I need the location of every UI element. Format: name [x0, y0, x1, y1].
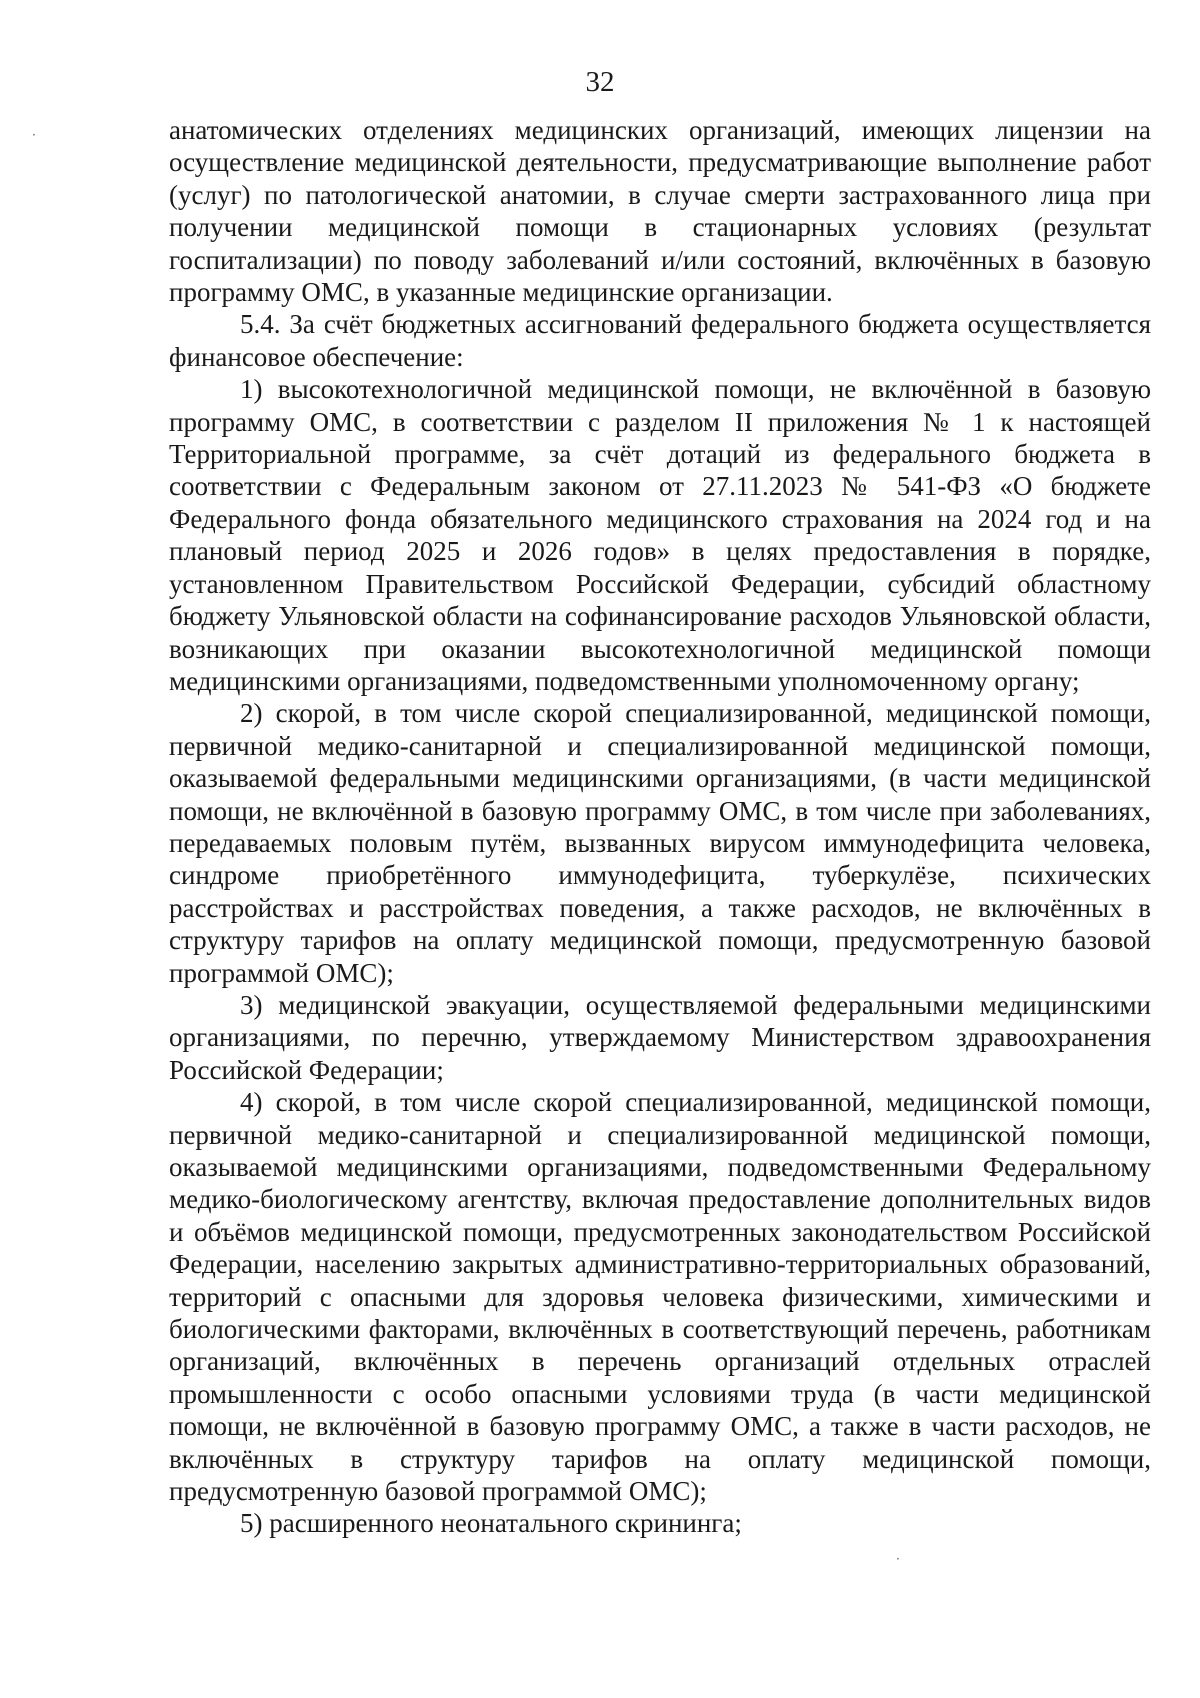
paragraph-item-3: 3) медицинской эвакуации, осуществляемой федеральными медицинскими организациями, по перечню, утверждаемому Министерством здравоохранения Российской Федерации; [169, 989, 1151, 1085]
paragraph-continuation: анатомических отделениях медицинских организаций, имеющих лицензии на осуществление медицинской деятельности, предусматривающие выполнение работ (услуг) по патологической анатомии, в случае смерти застрахованного лица при получении медицинской помощи в стационарных условиях (результат госпитализации) по поводу заболеваний и/или состояний, включённых в базовую программу ОМС, в указанные медицинские организации. [169, 115, 1151, 308]
paragraph-item-4: 4) скорой, в том числе скорой специализированной, медицинской помощи, первичной медико-санитарной и специализированной медицинской помощи, оказываемой медицинскими организациями, подведомственными Федеральному медико-биологическому агентству, включая предоставление дополнительных видов и объёмов медицинской помощи, предусмотренных законодательством Российской Федерации, населению закрытых административно-территориальных образований, территорий с опасными для здоровья человека физическими, химическими и биологическими факторами, включённых в соответствующий перечень, работникам организаций, включённых в перечень организаций отдельных отраслей промышленности с особо опасными условиями труда (в части медицинской помощи, не включённой в базовую программу ОМС, а также в части расходов, не включённых в структуру тарифов на оплату медицинской помощи, предусмотренную базовой программой ОМС); [169, 1087, 1151, 1507]
document-body [169, 114, 1151, 1540]
page-number: 32 [585, 66, 615, 98]
scan-speck-mark: · [896, 1552, 900, 1566]
paragraph-item-2: 2) скорой, в том числе скорой специализированной, медицинской помощи, первичной медико-санитарной и специализированной медицинской помощи, оказываемой федеральными медицинскими организациями, (в части медицинской помощи, не включённой в базовую программу ОМС, в том числе при заболеваниях, передаваемых половым путём, вызванных вирусом иммунодефицита человека, синдроме приобретённого иммунодефицита, туберкулёзе, психических расстройствах и расстройствах поведения, а также расходов, не включённых в структуру тарифов на оплату медицинской помощи, предусмотренную базовой программой ОМС); [169, 698, 1151, 988]
paragraph-item-1: 1) высокотехнологичной медицинской помощи, не включённой в базовую программу ОМС, в соответствии с разделом II приложения № 1 к настоящей Территориальной программе, за счёт дотаций из федерального бюджета в соответствии с Федеральным законом от 27.11.2023 № 541-ФЗ «О бюджете Федерального фонда обязательного медицинского страхования на 2024 год и на плановый период 2025 и 2026 годов» в целях предоставления в порядке, установленном Правительством Российской Федерации, субсидий областному бюджету Ульяновской области на софинансирование расходов Ульяновской области, возникающих при оказании высокотехнологичной медицинской помощи медицинскими организациями, подведомственными уполномоченному органу; [169, 374, 1151, 696]
paragraph-item-5: 5) расширенного неонатального скрининга; [240, 1508, 742, 1539]
paragraph-clause-5-4: 5.4. За счёт бюджетных ассигнований федерального бюджета осуществляется финансовое обеспечение: [169, 309, 1151, 372]
scan-speck-mark: · [32, 128, 36, 142]
